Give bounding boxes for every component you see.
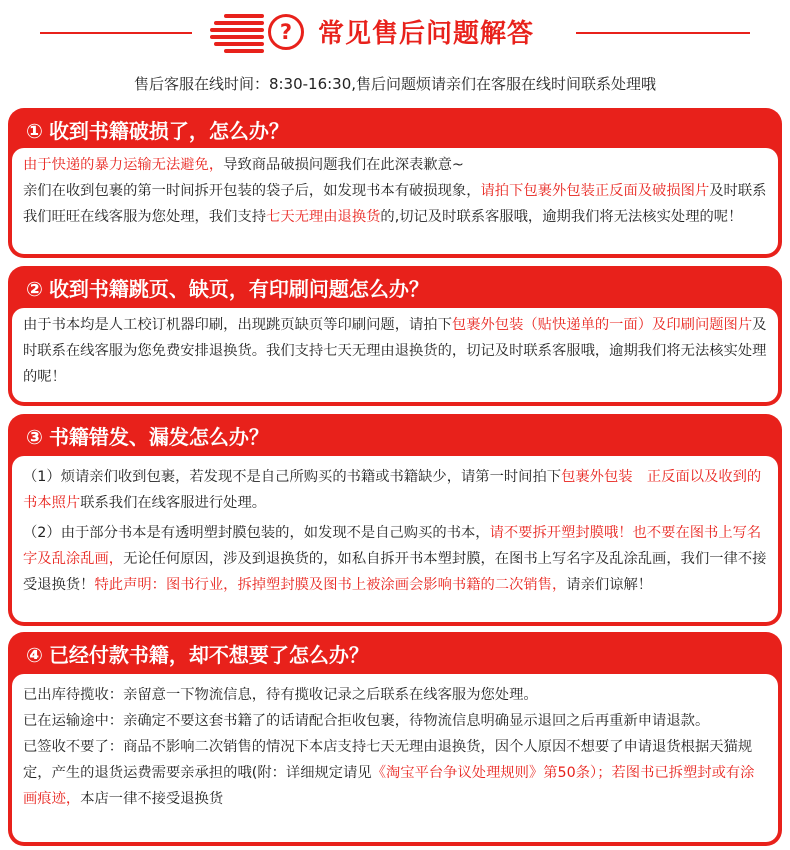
section-paragraph [23,734,768,812]
page-title: 常见售后问题解答 [318,19,535,49]
section-title [8,414,782,462]
section-title-text: 收到书籍破损了，怎么办？ [48,119,289,143]
body-text: 无论任何原因，涉及到退换货的，如私自拆开书本塑封膜，在图书上写名字及乱涂乱画，我们一律不接受退换货！ [23,551,767,593]
highlight-text: 包裹外包装（贴快递单的一面）及印刷问题图片 [451,317,753,333]
section-body [12,308,778,402]
section-number: ② [26,277,43,301]
section-paragraph [23,178,768,230]
section-body [12,674,778,842]
faq-section-cancel [8,632,782,846]
section-body [12,148,778,254]
section-number: ③ [26,425,43,449]
body-text: 已签收不要了：商品不影响二次销售的情况下本店支持七天无理由退换货，因个人原因不想要了申请退货根据天猫规定，产生的退货运费需要亲承担的哦(附：详细规定请见 [23,739,753,781]
body-text: （2）由于部分书本是有透明塑封膜包装的，如发现不是自己购买的书本， [23,525,490,541]
section-title-text: 书籍错发、漏发怎么办？ [48,425,269,449]
section-paragraph [23,520,768,598]
section-title [8,632,782,680]
section-body [12,456,778,622]
faq-section-printing [8,266,782,406]
highlight-text: 《淘宝平台争议处理规则》第50条）；若图书已拆塑封或有涂画痕迹， [23,765,755,807]
body-text: 及时联系在线客服为您免费安排退换货。我们支持七天无理由退换货的，切记及时联系客服哦，逾期我们将无法核实处理的呢！ [23,317,767,385]
body-text: 已出库待揽收：亲留意一下物流信息，待有揽收记录之后联系在线客服为您处理。 [23,687,538,703]
header-line-right [576,32,750,34]
speed-stripes-decoration [210,14,264,54]
page-header [0,0,790,62]
section-number: ④ [26,643,43,667]
section-paragraph [23,152,768,178]
body-text: 已在运输途中：亲确定不要这套书籍了的话请配合拒收包裹，待物流信息明确显示退回之后再重新申请退款。 [23,713,710,729]
section-paragraph [23,708,768,734]
question-mark-icon: ? [268,14,304,50]
faq-section-damaged [8,108,782,258]
section-title [8,266,782,314]
body-text: 由于书本均是人工校订机器印刷，出现跳页缺页等印刷问题，请拍下 [23,317,452,333]
highlight-text: 由于快递的暴力运输无法避免， [23,157,224,173]
section-paragraph [23,312,768,390]
section-title-text: 收到书籍跳页、缺页，有印刷问题怎么办？ [48,277,429,301]
highlight-text: 特此声明：图书行业，拆掉塑封膜及图书上被涂画会影响书籍的二次销售， [94,577,567,593]
highlight-text: 请拍下包裹外包装正反面及破损图片 [480,183,710,199]
faq-section-wrong-missing [8,414,782,626]
section-number: ① [26,119,43,143]
section-paragraph [23,682,768,708]
body-text: 本店一律不接受退换货 [80,791,224,807]
highlight-text: 七天无理由退换货 [266,209,381,225]
section-title-text: 已经付款书籍，却不想要了怎么办？ [48,643,369,667]
service-hours-text: 售后客服在线时间：8:30-16:30,售后问题烦请亲们在客服在线时间联系处理哦 [133,75,657,93]
body-text: 亲们在收到包裹的第一时间拆开包装的袋子后，如发现书本有破损现象， [23,183,481,199]
header-line-left [40,32,192,34]
section-paragraph [23,464,768,516]
body-text: 导致商品破损问题我们在此深表歉意~ [223,157,464,173]
body-text: 联系我们在线客服进行处理。 [80,495,267,511]
highlight-text: 包裹外包装 正反面以及收到的书本照片 [23,469,762,511]
body-text: （1）烦请亲们收到包裹，若发现不是自己所购买的书籍或书籍缺少，请第一时间拍下 [23,469,562,485]
body-text: 请亲们谅解！ [566,577,653,593]
highlight-text: 请不要拆开塑封膜哦！也不要在图书上写名字及乱涂乱画， [23,525,762,567]
body-text: 的,切记及时联系客服哦，逾期我们将无法核实处理的呢！ [380,209,743,225]
body-text: 及时联系我们旺旺在线客服为您处理，我们支持 [23,183,767,225]
